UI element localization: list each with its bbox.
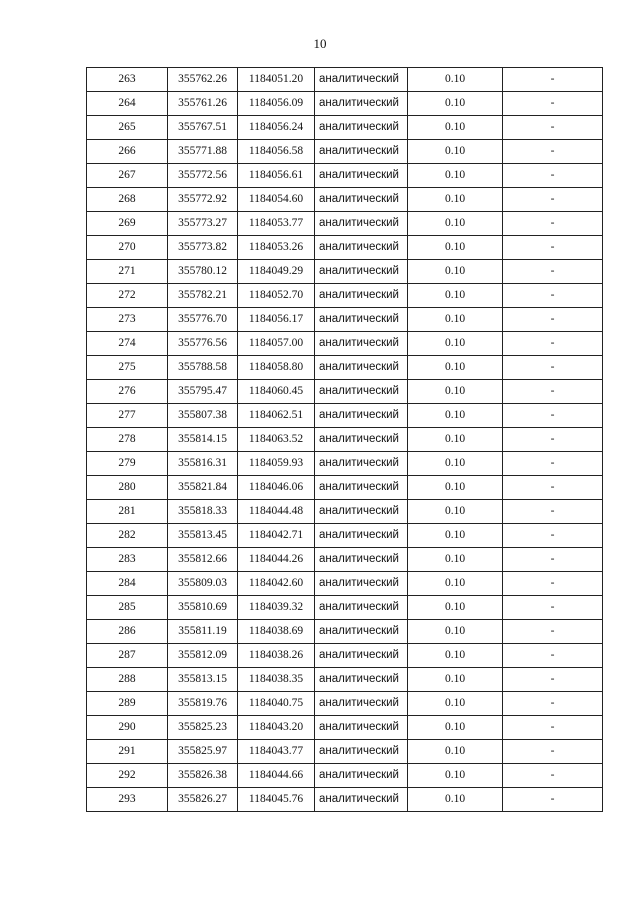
- method-cell: аналитический: [315, 164, 408, 188]
- x-coordinate-cell: 355772.92: [168, 188, 238, 212]
- table-row: [87, 212, 603, 236]
- x-coordinate-cell: 355813.45: [168, 524, 238, 548]
- method-cell: аналитический: [315, 452, 408, 476]
- precision-cell: 0.10: [408, 740, 503, 764]
- y-coordinate-cell: 1184063.52: [238, 428, 315, 452]
- y-coordinate-cell: 1184056.24: [238, 116, 315, 140]
- y-coordinate-cell: 1184059.93: [238, 452, 315, 476]
- y-coordinate-cell: 1184042.60: [238, 572, 315, 596]
- point-number-cell: 271: [87, 260, 168, 284]
- description-cell: -: [503, 524, 603, 548]
- y-coordinate-cell: 1184038.69: [238, 620, 315, 644]
- y-coordinate-cell: 1184056.17: [238, 308, 315, 332]
- x-coordinate-cell: 355818.33: [168, 500, 238, 524]
- table-row: [87, 596, 603, 620]
- precision-cell: 0.10: [408, 356, 503, 380]
- table-row: [87, 68, 603, 92]
- y-coordinate-cell: 1184049.29: [238, 260, 315, 284]
- x-coordinate-cell: 355812.66: [168, 548, 238, 572]
- y-coordinate-cell: 1184044.26: [238, 548, 315, 572]
- table-row: [87, 572, 603, 596]
- x-coordinate-cell: 355782.21: [168, 284, 238, 308]
- description-cell: -: [503, 380, 603, 404]
- coordinates-table: [86, 67, 603, 812]
- point-number-cell: 287: [87, 644, 168, 668]
- point-number-cell: 284: [87, 572, 168, 596]
- point-number-cell: 289: [87, 692, 168, 716]
- point-number-cell: 275: [87, 356, 168, 380]
- description-cell: -: [503, 500, 603, 524]
- precision-cell: 0.10: [408, 572, 503, 596]
- description-cell: -: [503, 212, 603, 236]
- description-cell: -: [503, 428, 603, 452]
- point-number-cell: 272: [87, 284, 168, 308]
- point-number-cell: 280: [87, 476, 168, 500]
- description-cell: -: [503, 620, 603, 644]
- precision-cell: 0.10: [408, 68, 503, 92]
- table-row: [87, 284, 603, 308]
- description-cell: -: [503, 404, 603, 428]
- x-coordinate-cell: 355772.56: [168, 164, 238, 188]
- method-cell: аналитический: [315, 284, 408, 308]
- method-cell: аналитический: [315, 308, 408, 332]
- x-coordinate-cell: 355809.03: [168, 572, 238, 596]
- method-cell: аналитический: [315, 428, 408, 452]
- description-cell: -: [503, 692, 603, 716]
- x-coordinate-cell: 355826.38: [168, 764, 238, 788]
- table-row: [87, 452, 603, 476]
- x-coordinate-cell: 355819.76: [168, 692, 238, 716]
- precision-cell: 0.10: [408, 692, 503, 716]
- point-number-cell: 283: [87, 548, 168, 572]
- description-cell: -: [503, 68, 603, 92]
- method-cell: аналитический: [315, 596, 408, 620]
- y-coordinate-cell: 1184062.51: [238, 404, 315, 428]
- precision-cell: 0.10: [408, 788, 503, 812]
- precision-cell: 0.10: [408, 284, 503, 308]
- description-cell: -: [503, 164, 603, 188]
- point-number-cell: 292: [87, 764, 168, 788]
- point-number-cell: 293: [87, 788, 168, 812]
- point-number-cell: 274: [87, 332, 168, 356]
- table-row: [87, 140, 603, 164]
- point-number-cell: 278: [87, 428, 168, 452]
- table-row: [87, 716, 603, 740]
- method-cell: аналитический: [315, 380, 408, 404]
- description-cell: -: [503, 284, 603, 308]
- precision-cell: 0.10: [408, 716, 503, 740]
- x-coordinate-cell: 355761.26: [168, 92, 238, 116]
- table-row: [87, 668, 603, 692]
- y-coordinate-cell: 1184045.76: [238, 788, 315, 812]
- x-coordinate-cell: 355813.15: [168, 668, 238, 692]
- precision-cell: 0.10: [408, 212, 503, 236]
- precision-cell: 0.10: [408, 668, 503, 692]
- x-coordinate-cell: 355776.70: [168, 308, 238, 332]
- table-row: [87, 380, 603, 404]
- precision-cell: 0.10: [408, 524, 503, 548]
- x-coordinate-cell: 355810.69: [168, 596, 238, 620]
- table-row: [87, 476, 603, 500]
- precision-cell: 0.10: [408, 404, 503, 428]
- y-coordinate-cell: 1184038.35: [238, 668, 315, 692]
- point-number-cell: 264: [87, 92, 168, 116]
- description-cell: -: [503, 572, 603, 596]
- table-row: [87, 236, 603, 260]
- precision-cell: 0.10: [408, 188, 503, 212]
- description-cell: -: [503, 716, 603, 740]
- precision-cell: 0.10: [408, 596, 503, 620]
- x-coordinate-cell: 355762.26: [168, 68, 238, 92]
- x-coordinate-cell: 355811.19: [168, 620, 238, 644]
- y-coordinate-cell: 1184060.45: [238, 380, 315, 404]
- method-cell: аналитический: [315, 740, 408, 764]
- precision-cell: 0.10: [408, 308, 503, 332]
- x-coordinate-cell: 355767.51: [168, 116, 238, 140]
- description-cell: -: [503, 740, 603, 764]
- x-coordinate-cell: 355773.82: [168, 236, 238, 260]
- precision-cell: 0.10: [408, 236, 503, 260]
- description-cell: -: [503, 92, 603, 116]
- x-coordinate-cell: 355821.84: [168, 476, 238, 500]
- precision-cell: 0.10: [408, 140, 503, 164]
- table-row: [87, 764, 603, 788]
- description-cell: -: [503, 236, 603, 260]
- precision-cell: 0.10: [408, 332, 503, 356]
- description-cell: -: [503, 788, 603, 812]
- table-row: [87, 332, 603, 356]
- coordinates-table-body: [87, 68, 603, 812]
- x-coordinate-cell: 355795.47: [168, 380, 238, 404]
- method-cell: аналитический: [315, 68, 408, 92]
- point-number-cell: 268: [87, 188, 168, 212]
- method-cell: аналитический: [315, 92, 408, 116]
- table-row: [87, 500, 603, 524]
- point-number-cell: 267: [87, 164, 168, 188]
- y-coordinate-cell: 1184040.75: [238, 692, 315, 716]
- method-cell: аналитический: [315, 212, 408, 236]
- x-coordinate-cell: 355776.56: [168, 332, 238, 356]
- precision-cell: 0.10: [408, 92, 503, 116]
- method-cell: аналитический: [315, 188, 408, 212]
- y-coordinate-cell: 1184058.80: [238, 356, 315, 380]
- table-row: [87, 356, 603, 380]
- description-cell: -: [503, 140, 603, 164]
- point-number-cell: 266: [87, 140, 168, 164]
- y-coordinate-cell: 1184038.26: [238, 644, 315, 668]
- x-coordinate-cell: 355825.23: [168, 716, 238, 740]
- y-coordinate-cell: 1184042.71: [238, 524, 315, 548]
- table-row: [87, 260, 603, 284]
- x-coordinate-cell: 355816.31: [168, 452, 238, 476]
- table-row: [87, 620, 603, 644]
- method-cell: аналитический: [315, 764, 408, 788]
- x-coordinate-cell: 355788.58: [168, 356, 238, 380]
- x-coordinate-cell: 355771.88: [168, 140, 238, 164]
- x-coordinate-cell: 355773.27: [168, 212, 238, 236]
- point-number-cell: 286: [87, 620, 168, 644]
- table-row: [87, 164, 603, 188]
- method-cell: аналитический: [315, 620, 408, 644]
- precision-cell: 0.10: [408, 500, 503, 524]
- y-coordinate-cell: 1184046.06: [238, 476, 315, 500]
- method-cell: аналитический: [315, 404, 408, 428]
- precision-cell: 0.10: [408, 380, 503, 404]
- table-row: [87, 308, 603, 332]
- table-row: [87, 788, 603, 812]
- point-number-cell: 290: [87, 716, 168, 740]
- y-coordinate-cell: 1184053.26: [238, 236, 315, 260]
- table-row: [87, 524, 603, 548]
- precision-cell: 0.10: [408, 620, 503, 644]
- precision-cell: 0.10: [408, 428, 503, 452]
- y-coordinate-cell: 1184052.70: [238, 284, 315, 308]
- description-cell: -: [503, 116, 603, 140]
- y-coordinate-cell: 1184056.61: [238, 164, 315, 188]
- description-cell: -: [503, 452, 603, 476]
- method-cell: аналитический: [315, 236, 408, 260]
- method-cell: аналитический: [315, 356, 408, 380]
- point-number-cell: 273: [87, 308, 168, 332]
- precision-cell: 0.10: [408, 164, 503, 188]
- point-number-cell: 281: [87, 500, 168, 524]
- point-number-cell: 291: [87, 740, 168, 764]
- y-coordinate-cell: 1184057.00: [238, 332, 315, 356]
- description-cell: -: [503, 188, 603, 212]
- precision-cell: 0.10: [408, 452, 503, 476]
- precision-cell: 0.10: [408, 548, 503, 572]
- method-cell: аналитический: [315, 140, 408, 164]
- method-cell: аналитический: [315, 500, 408, 524]
- y-coordinate-cell: 1184044.66: [238, 764, 315, 788]
- method-cell: аналитический: [315, 476, 408, 500]
- method-cell: аналитический: [315, 788, 408, 812]
- description-cell: -: [503, 308, 603, 332]
- y-coordinate-cell: 1184056.09: [238, 92, 315, 116]
- table-row: [87, 428, 603, 452]
- method-cell: аналитический: [315, 548, 408, 572]
- x-coordinate-cell: 355826.27: [168, 788, 238, 812]
- table-row: [87, 116, 603, 140]
- point-number-cell: 277: [87, 404, 168, 428]
- point-number-cell: 263: [87, 68, 168, 92]
- table-row: [87, 740, 603, 764]
- method-cell: аналитический: [315, 260, 408, 284]
- y-coordinate-cell: 1184043.20: [238, 716, 315, 740]
- point-number-cell: 269: [87, 212, 168, 236]
- description-cell: -: [503, 764, 603, 788]
- precision-cell: 0.10: [408, 644, 503, 668]
- y-coordinate-cell: 1184053.77: [238, 212, 315, 236]
- page-number: 10: [313, 36, 327, 51]
- point-number-cell: 285: [87, 596, 168, 620]
- description-cell: -: [503, 260, 603, 284]
- method-cell: аналитический: [315, 716, 408, 740]
- description-cell: -: [503, 476, 603, 500]
- x-coordinate-cell: 355780.12: [168, 260, 238, 284]
- description-cell: -: [503, 548, 603, 572]
- precision-cell: 0.10: [408, 260, 503, 284]
- point-number-cell: 270: [87, 236, 168, 260]
- point-number-cell: 279: [87, 452, 168, 476]
- description-cell: -: [503, 356, 603, 380]
- description-cell: -: [503, 332, 603, 356]
- precision-cell: 0.10: [408, 764, 503, 788]
- point-number-cell: 276: [87, 380, 168, 404]
- x-coordinate-cell: 355812.09: [168, 644, 238, 668]
- y-coordinate-cell: 1184043.77: [238, 740, 315, 764]
- y-coordinate-cell: 1184056.58: [238, 140, 315, 164]
- table-row: [87, 644, 603, 668]
- method-cell: аналитический: [315, 692, 408, 716]
- point-number-cell: 265: [87, 116, 168, 140]
- table-row: [87, 404, 603, 428]
- method-cell: аналитический: [315, 572, 408, 596]
- method-cell: аналитический: [315, 332, 408, 356]
- y-coordinate-cell: 1184039.32: [238, 596, 315, 620]
- x-coordinate-cell: 355807.38: [168, 404, 238, 428]
- y-coordinate-cell: 1184051.20: [238, 68, 315, 92]
- precision-cell: 0.10: [408, 116, 503, 140]
- table-row: [87, 188, 603, 212]
- table-row: [87, 692, 603, 716]
- method-cell: аналитический: [315, 644, 408, 668]
- y-coordinate-cell: 1184044.48: [238, 500, 315, 524]
- precision-cell: 0.10: [408, 476, 503, 500]
- method-cell: аналитический: [315, 668, 408, 692]
- description-cell: -: [503, 596, 603, 620]
- x-coordinate-cell: 355825.97: [168, 740, 238, 764]
- point-number-cell: 282: [87, 524, 168, 548]
- point-number-cell: 288: [87, 668, 168, 692]
- method-cell: аналитический: [315, 116, 408, 140]
- description-cell: -: [503, 644, 603, 668]
- table-row: [87, 92, 603, 116]
- x-coordinate-cell: 355814.15: [168, 428, 238, 452]
- table-row: [87, 548, 603, 572]
- method-cell: аналитический: [315, 524, 408, 548]
- description-cell: -: [503, 668, 603, 692]
- y-coordinate-cell: 1184054.60: [238, 188, 315, 212]
